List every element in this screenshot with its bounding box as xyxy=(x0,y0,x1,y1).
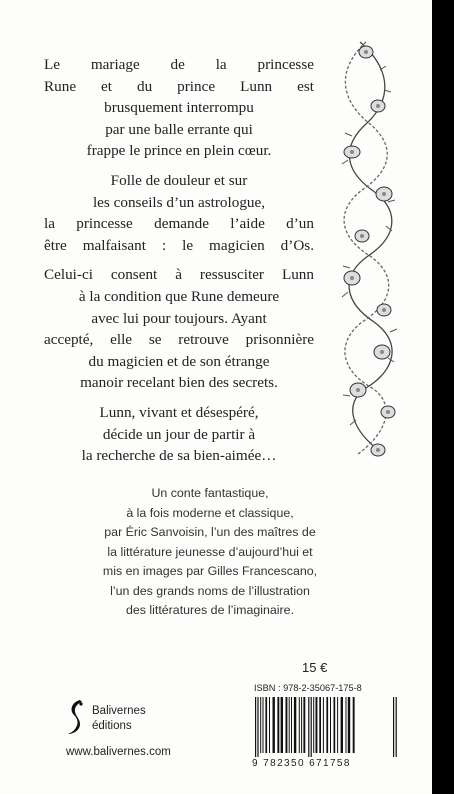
page-edge-strip xyxy=(432,0,454,794)
synopsis-line: accepté, elle se retrouve prisonnière xyxy=(44,331,314,349)
blurb-line: des littératures de l’imaginaire. xyxy=(125,603,295,617)
book-blurb xyxy=(60,484,360,621)
synopsis-line: Lunn, vivant et désespéré, xyxy=(99,403,259,421)
barcode-icon xyxy=(253,697,399,757)
publisher-name-line2: éditions xyxy=(92,720,132,732)
thorny-vine-ornament-icon xyxy=(322,40,414,460)
synopsis-line: par une balle errante qui xyxy=(105,120,253,138)
synopsis-paragraph-2 xyxy=(44,170,314,256)
synopsis-line: les conseils d’un astrologue, xyxy=(92,193,266,211)
synopsis-line: la princesse demande l’aide d’un xyxy=(44,215,314,233)
publisher-website: www.balivernes.com xyxy=(66,746,171,758)
synopsis-text xyxy=(44,54,314,475)
blurb-line: la littérature jeunesse d’aujourd’hui et xyxy=(107,544,313,559)
blurb-line: par Éric Sanvoisin, l’un des maîtres de xyxy=(104,525,316,539)
synopsis-line: la recherche de sa bien-aimée… xyxy=(81,447,277,465)
synopsis-line: Celui-ci consent à ressusciter Lunn xyxy=(44,266,314,284)
publisher-name xyxy=(92,704,146,734)
price-label: 15 € xyxy=(302,660,328,675)
synopsis-line: être malfaisant : le magicien d’Os. xyxy=(44,236,314,254)
blurb-line: Un conte fantastique, xyxy=(151,486,269,500)
blurb-line: à la fois moderne et classique, xyxy=(126,505,294,520)
synopsis-paragraph-3 xyxy=(44,264,314,394)
blurb-line: mis en images par Gilles Francescano, xyxy=(102,564,318,578)
publisher-logo-icon xyxy=(66,698,86,736)
synopsis-line: Le mariage de la princesse xyxy=(44,56,314,73)
synopsis-line: Rune et du prince Lunn est xyxy=(44,77,314,95)
synopsis-paragraph-1 xyxy=(44,54,314,162)
synopsis-line: à la condition que Rune demeure xyxy=(78,287,280,305)
blurb-line: l’un des grands noms de l’illustration xyxy=(110,583,310,598)
synopsis-line: Folle de douleur et sur xyxy=(110,171,248,189)
publisher-name-line1: Balivernes xyxy=(92,705,146,717)
isbn-label: ISBN : 978-2-35067-175-8 xyxy=(254,683,362,693)
synopsis-line: frappe le prince en plein cœur. xyxy=(86,142,272,160)
synopsis-line: avec lui pour toujours. Ayant xyxy=(91,309,267,327)
synopsis-line: du magicien et de son étrange xyxy=(88,352,270,370)
synopsis-paragraph-4 xyxy=(44,402,314,467)
synopsis-line: décide un jour de partir à xyxy=(102,425,256,443)
barcode-digits: 9 782350 671758 xyxy=(252,758,351,769)
synopsis-line: brusquement interrompu xyxy=(104,99,254,117)
synopsis-line: manoir recelant bien des secrets. xyxy=(80,374,278,392)
